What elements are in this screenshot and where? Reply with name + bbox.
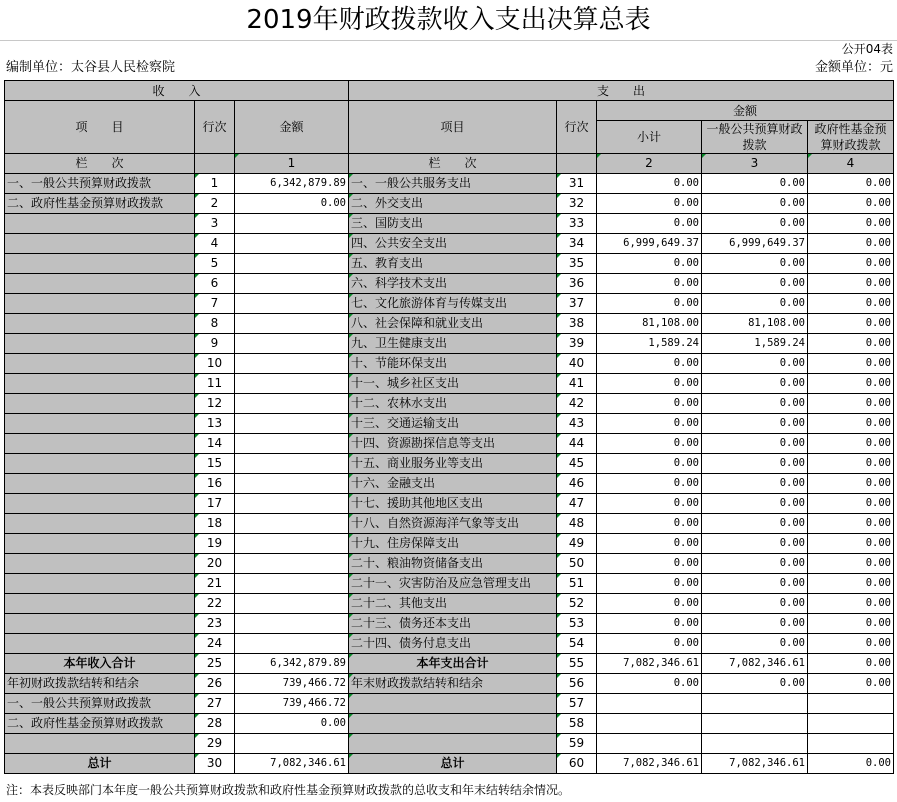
table-row <box>5 234 894 254</box>
income-line: 2 <box>195 194 235 214</box>
expense-subtotal: 0.00 <box>597 254 702 274</box>
expense-line: 49 <box>557 534 597 554</box>
income-line: 25 <box>195 654 235 674</box>
income-item <box>5 374 195 394</box>
income-item <box>5 294 195 314</box>
income-item <box>5 634 195 654</box>
table-row <box>5 714 894 734</box>
expense-general: 0.00 <box>702 674 808 694</box>
expense-item: 二、外交支出 <box>349 194 557 214</box>
expense-item: 二十一、灾害防治及应急管理支出 <box>349 574 557 594</box>
expense-item: 八、社会保障和就业支出 <box>349 314 557 334</box>
income-line: 15 <box>195 454 235 474</box>
income-amount <box>235 394 349 414</box>
expense-fund: 0.00 <box>808 394 894 414</box>
expense-general: 0.00 <box>702 554 808 574</box>
income-item: 一、一般公共预算财政拨款 <box>5 174 195 194</box>
expense-subtotal: 0.00 <box>597 534 702 554</box>
expense-item: 十二、农林水支出 <box>349 394 557 414</box>
fund-header: 政府性基金预算财政拨款 <box>808 121 894 154</box>
expense-subtotal: 0.00 <box>597 174 702 194</box>
expense-item: 二十二、其他支出 <box>349 594 557 614</box>
income-line: 7 <box>195 294 235 314</box>
expense-subtotal: 0.00 <box>597 594 702 614</box>
income-amount <box>235 534 349 554</box>
expense-subtotal: 0.00 <box>597 394 702 414</box>
income-line: 20 <box>195 554 235 574</box>
expense-general: 0.00 <box>702 354 808 374</box>
expense-general: 0.00 <box>702 434 808 454</box>
expense-general: 0.00 <box>702 274 808 294</box>
expense-general: 6,999,649.37 <box>702 234 808 254</box>
table-row <box>5 174 894 194</box>
expense-fund <box>808 714 894 734</box>
income-item <box>5 574 195 594</box>
expense-general: 0.00 <box>702 414 808 434</box>
income-item <box>5 514 195 534</box>
income-item <box>5 394 195 414</box>
income-amount: 6,342,879.89 <box>235 654 349 674</box>
expense-item: 十、节能环保支出 <box>349 354 557 374</box>
expense-fund: 0.00 <box>808 494 894 514</box>
income-amount: 7,082,346.61 <box>235 754 349 774</box>
table-row <box>5 514 894 534</box>
expense-general: 0.00 <box>702 214 808 234</box>
income-item <box>5 594 195 614</box>
income-item <box>5 614 195 634</box>
income-line: 17 <box>195 494 235 514</box>
income-line: 11 <box>195 374 235 394</box>
table-row <box>5 474 894 494</box>
income-line: 14 <box>195 434 235 454</box>
expense-fund: 0.00 <box>808 234 894 254</box>
income-item: 一、一般公共预算财政拨款 <box>5 694 195 714</box>
table-row <box>5 734 894 754</box>
expense-item: 十三、交通运输支出 <box>349 414 557 434</box>
table-row <box>5 274 894 294</box>
income-amount <box>235 474 349 494</box>
table-row <box>5 554 894 574</box>
expense-general: 7,082,346.61 <box>702 654 808 674</box>
income-amount: 739,466.72 <box>235 674 349 694</box>
expense-line: 46 <box>557 474 597 494</box>
income-item: 本年收入合计 <box>5 654 195 674</box>
budget-table <box>4 80 894 774</box>
expense-fund <box>808 694 894 714</box>
expense-subtotal: 0.00 <box>597 294 702 314</box>
expense-line: 43 <box>557 414 597 434</box>
expense-line: 51 <box>557 574 597 594</box>
amount-group-header: 金额 <box>597 101 894 121</box>
expense-subtotal: 6,999,649.37 <box>597 234 702 254</box>
income-amount <box>235 594 349 614</box>
line-header: 行次 <box>195 101 235 154</box>
income-amount: 6,342,879.89 <box>235 174 349 194</box>
table-row <box>5 254 894 274</box>
income-item <box>5 554 195 574</box>
general-header: 一般公共预算财政拨款 <box>702 121 808 154</box>
expense-line: 38 <box>557 314 597 334</box>
expense-general <box>702 734 808 754</box>
income-amount: 0.00 <box>235 194 349 214</box>
expense-item: 三、国防支出 <box>349 214 557 234</box>
expense-fund: 0.00 <box>808 174 894 194</box>
expense-item: 十八、自然资源海洋气象等支出 <box>349 514 557 534</box>
expense-subtotal: 0.00 <box>597 474 702 494</box>
income-amount: 739,466.72 <box>235 694 349 714</box>
expense-fund: 0.00 <box>808 434 894 454</box>
expense-general: 0.00 <box>702 594 808 614</box>
income-item <box>5 334 195 354</box>
expense-subtotal: 0.00 <box>597 634 702 654</box>
expense-fund: 0.00 <box>808 634 894 654</box>
expense-fund <box>808 734 894 754</box>
expense-line: 34 <box>557 234 597 254</box>
expense-line: 59 <box>557 734 597 754</box>
item2-header: 项目 <box>349 101 557 154</box>
expense-item: 总计 <box>349 754 557 774</box>
income-item: 总计 <box>5 754 195 774</box>
expense-fund: 0.00 <box>808 254 894 274</box>
expense-fund: 0.00 <box>808 214 894 234</box>
expense-general: 0.00 <box>702 294 808 314</box>
expense-subtotal: 0.00 <box>597 194 702 214</box>
income-amount <box>235 454 349 474</box>
expense-line: 52 <box>557 594 597 614</box>
income-amount <box>235 374 349 394</box>
expense-line: 57 <box>557 694 597 714</box>
income-amount <box>235 314 349 334</box>
table-row <box>5 374 894 394</box>
expense-general: 0.00 <box>702 634 808 654</box>
table-row <box>5 594 894 614</box>
org-label: 编制单位：太谷县人民检察院 <box>6 60 176 75</box>
expense-fund: 0.00 <box>808 594 894 614</box>
footnote: 注：本表反映部门本年度一般公共预算财政拨款和政府性基金预算财政拨款的总收支和年末结转结余情况。 <box>6 783 571 797</box>
expense-subtotal: 1,589.24 <box>597 334 702 354</box>
expense-item: 七、文化旅游体育与传媒支出 <box>349 294 557 314</box>
expense-item: 十九、住房保障支出 <box>349 534 557 554</box>
expense-fund: 0.00 <box>808 334 894 354</box>
income-line: 9 <box>195 334 235 354</box>
expense-general <box>702 694 808 714</box>
expense-line: 42 <box>557 394 597 414</box>
expense-subtotal: 7,082,346.61 <box>597 754 702 774</box>
expense-item: 九、卫生健康支出 <box>349 334 557 354</box>
expense-general: 0.00 <box>702 574 808 594</box>
expense-general: 81,108.00 <box>702 314 808 334</box>
income-item <box>5 454 195 474</box>
col-1: 1 <box>235 154 349 174</box>
expense-fund: 0.00 <box>808 754 894 774</box>
income-amount <box>235 614 349 634</box>
expense-item: 十七、援助其他地区支出 <box>349 494 557 514</box>
income-line: 29 <box>195 734 235 754</box>
col-3: 3 <box>702 154 808 174</box>
expense-line: 55 <box>557 654 597 674</box>
income-item: 年初财政拨款结转和结余 <box>5 674 195 694</box>
col-label: 栏 次 <box>5 154 195 174</box>
income-item <box>5 414 195 434</box>
expense-line: 54 <box>557 634 597 654</box>
table-row <box>5 574 894 594</box>
expense-line: 48 <box>557 514 597 534</box>
income-amount <box>235 414 349 434</box>
expense-line: 31 <box>557 174 597 194</box>
income-line: 21 <box>195 574 235 594</box>
expense-general: 7,082,346.61 <box>702 754 808 774</box>
expense-line: 44 <box>557 434 597 454</box>
expense-fund: 0.00 <box>808 354 894 374</box>
expense-fund: 0.00 <box>808 514 894 534</box>
income-amount <box>235 254 349 274</box>
expense-item: 二十四、债务付息支出 <box>349 634 557 654</box>
table-row <box>5 294 894 314</box>
expense-line: 39 <box>557 334 597 354</box>
income-amount <box>235 274 349 294</box>
expense-subtotal: 0.00 <box>597 434 702 454</box>
income-line: 3 <box>195 214 235 234</box>
table-row <box>5 494 894 514</box>
income-item <box>5 534 195 554</box>
income-amount <box>235 354 349 374</box>
expense-fund: 0.00 <box>808 534 894 554</box>
table-row <box>5 354 894 374</box>
income-amount <box>235 294 349 314</box>
page-title: 2019年财政拨款收入支出决算总表 <box>246 5 651 35</box>
income-item <box>5 314 195 334</box>
expense-subtotal <box>597 714 702 734</box>
income-line: 22 <box>195 594 235 614</box>
income-line: 19 <box>195 534 235 554</box>
expense-item <box>349 714 557 734</box>
expense-item: 二十三、债务还本支出 <box>349 614 557 634</box>
expense-line: 35 <box>557 254 597 274</box>
expense-subtotal: 0.00 <box>597 214 702 234</box>
expense-fund: 0.00 <box>808 614 894 634</box>
form-code: 公开04表 <box>841 42 893 56</box>
table-row <box>5 214 894 234</box>
col-label-2: 栏 次 <box>349 154 557 174</box>
expense-subtotal: 0.00 <box>597 274 702 294</box>
expense-line: 56 <box>557 674 597 694</box>
expense-general: 0.00 <box>702 454 808 474</box>
expense-general: 1,589.24 <box>702 334 808 354</box>
expense-line: 36 <box>557 274 597 294</box>
income-amount <box>235 434 349 454</box>
income-item <box>5 274 195 294</box>
income-amount <box>235 234 349 254</box>
expense-subtotal <box>597 694 702 714</box>
expense-fund: 0.00 <box>808 294 894 314</box>
expense-fund: 0.00 <box>808 474 894 494</box>
income-line: 18 <box>195 514 235 534</box>
title-divider <box>0 40 897 41</box>
table-row <box>5 654 894 674</box>
income-item <box>5 474 195 494</box>
income-item: 二、政府性基金预算财政拨款 <box>5 714 195 734</box>
income-item <box>5 434 195 454</box>
unit-label: 金额单位：元 <box>814 60 893 75</box>
expense-item <box>349 734 557 754</box>
expense-line: 37 <box>557 294 597 314</box>
expense-fund: 0.00 <box>808 674 894 694</box>
income-item: 二、政府性基金预算财政拨款 <box>5 194 195 214</box>
expense-subtotal: 81,108.00 <box>597 314 702 334</box>
income-amount <box>235 734 349 754</box>
income-line: 12 <box>195 394 235 414</box>
table-row <box>5 414 894 434</box>
expense-subtotal: 0.00 <box>597 354 702 374</box>
expense-item: 六、科学技术支出 <box>349 274 557 294</box>
income-line: 5 <box>195 254 235 274</box>
expense-general: 0.00 <box>702 374 808 394</box>
expense-general: 0.00 <box>702 514 808 534</box>
table-row <box>5 634 894 654</box>
expense-header: 支 出 <box>349 81 894 101</box>
expense-subtotal: 0.00 <box>597 574 702 594</box>
income-amount <box>235 334 349 354</box>
income-amount: 0.00 <box>235 714 349 734</box>
income-line: 8 <box>195 314 235 334</box>
expense-line: 32 <box>557 194 597 214</box>
col-2: 2 <box>597 154 702 174</box>
expense-item: 十五、商业服务业等支出 <box>349 454 557 474</box>
expense-fund: 0.00 <box>808 314 894 334</box>
expense-item: 四、公共安全支出 <box>349 234 557 254</box>
expense-general: 0.00 <box>702 194 808 214</box>
income-line: 24 <box>195 634 235 654</box>
subtotal-header: 小计 <box>597 121 702 154</box>
income-amount <box>235 634 349 654</box>
income-amount <box>235 554 349 574</box>
expense-subtotal: 0.00 <box>597 414 702 434</box>
expense-fund: 0.00 <box>808 414 894 434</box>
income-line: 30 <box>195 754 235 774</box>
expense-line: 45 <box>557 454 597 474</box>
expense-general: 0.00 <box>702 394 808 414</box>
table-row <box>5 454 894 474</box>
income-item <box>5 214 195 234</box>
table-row <box>5 434 894 454</box>
income-item <box>5 234 195 254</box>
expense-subtotal: 0.00 <box>597 674 702 694</box>
income-line: 16 <box>195 474 235 494</box>
expense-fund: 0.00 <box>808 194 894 214</box>
expense-item <box>349 694 557 714</box>
line2-header: 行次 <box>557 101 597 154</box>
table-row <box>5 394 894 414</box>
expense-line: 47 <box>557 494 597 514</box>
expense-fund: 0.00 <box>808 454 894 474</box>
expense-fund: 0.00 <box>808 554 894 574</box>
expense-subtotal <box>597 734 702 754</box>
expense-line: 50 <box>557 554 597 574</box>
expense-subtotal: 0.00 <box>597 614 702 634</box>
expense-line: 41 <box>557 374 597 394</box>
expense-line: 60 <box>557 754 597 774</box>
income-amount <box>235 214 349 234</box>
expense-item: 年末财政拨款结转和结余 <box>349 674 557 694</box>
income-line: 13 <box>195 414 235 434</box>
expense-item: 本年支出合计 <box>349 654 557 674</box>
table-row <box>5 754 894 774</box>
income-line: 1 <box>195 174 235 194</box>
expense-subtotal: 0.00 <box>597 514 702 534</box>
expense-general: 0.00 <box>702 474 808 494</box>
expense-general: 0.00 <box>702 254 808 274</box>
expense-general: 0.00 <box>702 494 808 514</box>
table-row <box>5 194 894 214</box>
expense-item: 十一、城乡社区支出 <box>349 374 557 394</box>
expense-line: 40 <box>557 354 597 374</box>
table-row <box>5 534 894 554</box>
amount-header: 金额 <box>235 101 349 154</box>
expense-item: 五、教育支出 <box>349 254 557 274</box>
income-amount <box>235 514 349 534</box>
income-item <box>5 734 195 754</box>
income-line: 10 <box>195 354 235 374</box>
expense-line: 58 <box>557 714 597 734</box>
expense-item: 二十、粮油物资储备支出 <box>349 554 557 574</box>
expense-item: 一、一般公共服务支出 <box>349 174 557 194</box>
table-row <box>5 334 894 354</box>
income-item <box>5 354 195 374</box>
income-line: 28 <box>195 714 235 734</box>
income-amount <box>235 494 349 514</box>
income-line: 26 <box>195 674 235 694</box>
expense-general: 0.00 <box>702 614 808 634</box>
expense-subtotal: 0.00 <box>597 374 702 394</box>
income-item <box>5 254 195 274</box>
expense-subtotal: 7,082,346.61 <box>597 654 702 674</box>
table-row <box>5 314 894 334</box>
expense-fund: 0.00 <box>808 374 894 394</box>
expense-general: 0.00 <box>702 534 808 554</box>
table-row <box>5 694 894 714</box>
expense-line: 53 <box>557 614 597 634</box>
income-line: 23 <box>195 614 235 634</box>
table-row <box>5 614 894 634</box>
item-header: 项 目 <box>5 101 195 154</box>
expense-item: 十六、金融支出 <box>349 474 557 494</box>
expense-fund: 0.00 <box>808 274 894 294</box>
income-item <box>5 494 195 514</box>
col-4: 4 <box>808 154 894 174</box>
income-amount <box>235 574 349 594</box>
expense-fund: 0.00 <box>808 654 894 674</box>
income-line: 4 <box>195 234 235 254</box>
expense-subtotal: 0.00 <box>597 454 702 474</box>
expense-general <box>702 714 808 734</box>
expense-item: 十四、资源勘探信息等支出 <box>349 434 557 454</box>
expense-subtotal: 0.00 <box>597 554 702 574</box>
income-line: 27 <box>195 694 235 714</box>
expense-line: 33 <box>557 214 597 234</box>
expense-fund: 0.00 <box>808 574 894 594</box>
income-header: 收 入 <box>5 81 349 101</box>
expense-general: 0.00 <box>702 174 808 194</box>
income-line: 6 <box>195 274 235 294</box>
table-row <box>5 674 894 694</box>
expense-subtotal: 0.00 <box>597 494 702 514</box>
